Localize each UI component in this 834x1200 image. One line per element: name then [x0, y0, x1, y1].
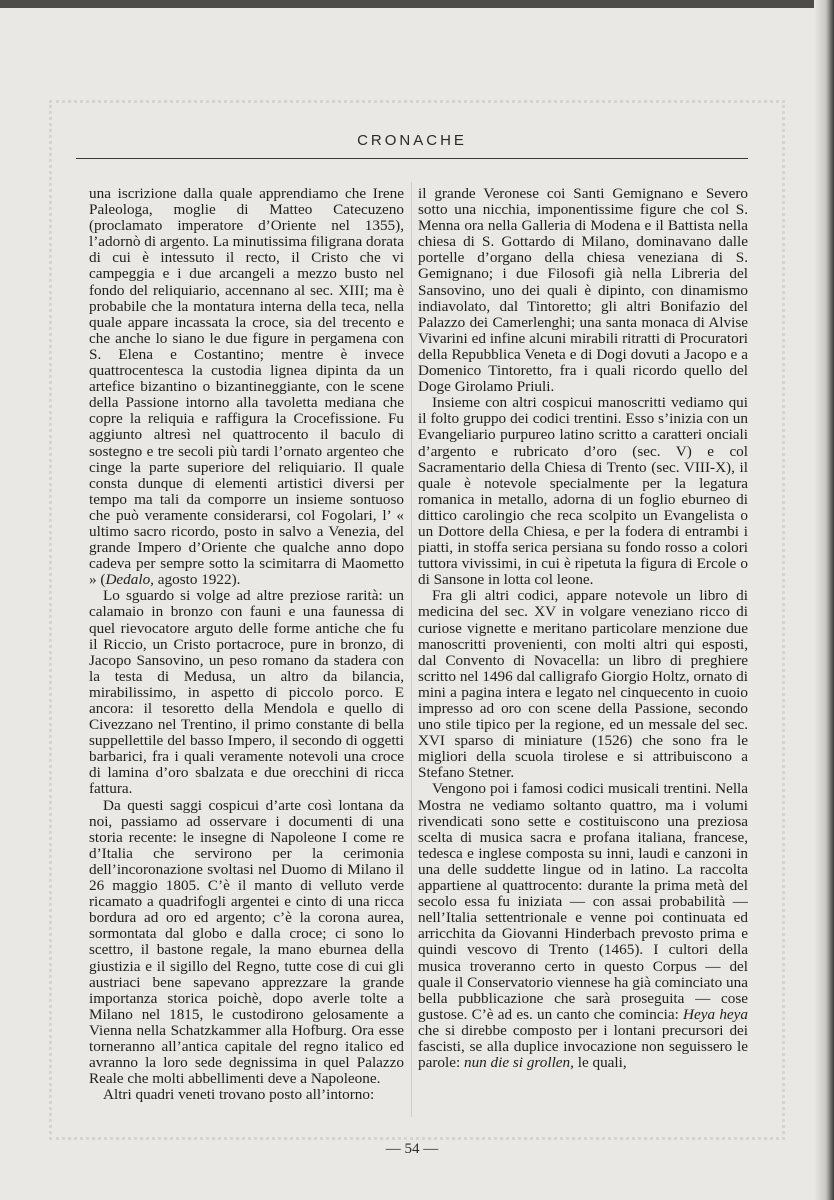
- paragraph-text: che si direbbe composto per i lontani precursori dei fascisti, se alla duplice invocazione non seguissero le parole:: [418, 1021, 748, 1072]
- paragraph: Fra gli altri codici, appare notevole un libro di medicina del sec. XV in volgare veneziano ricco di curiose vignette e meritano particolare menzione due manoscritti provenienti, con molti altri qui esposti, dal Convento di Novacella: un libro di preghiere scritto nel 1496 dal calligrafo Giorgio Holtz, ornato di mini a pagina intera e legato nel cinquecento in cuoio impresso ad oro con scene della Passione, secondo uno stile tipico per la regione, ed un messale del sec. XVI sparso di miniature (1526) che sono fra le migliori della scuola tirolese e si attribuiscono a Stefano Stetner.: [418, 587, 748, 782]
- left-column: [89, 186, 404, 1103]
- paragraph-text: le quali,: [573, 1054, 627, 1072]
- paragraph-text: una iscrizione dalla quale apprendiamo che Irene Paleologa, moglie di Matteo Catecuzeno (proclamato imperatore d’Oriente nel 1355), l’adornò di argento. La minutissima filigrana dorata di cui è intessuto il recto, il Cristo che vi campeggia e i due arcangeli a mezzo busto nel fondo del reliquiario, accennano al sec. XIII; ma è probabile che la montatura interna della teca, nella quale appare incassata la croce, sia del trecento e che anche lo siano le due figure in pergamena con S. Elena e Costantino; mentre è invece quattrocentesca la custodia lignea dipinta da un artefice bizantino o bizantineggiante, con le scene della Passione intorno alla tavoletta mediana che copre la reliquia e raffigura la Crocefissione. Fu aggiunto altresì nel quattrocento il baculo di sostegno e tre secoli più tardi l’ornato argenteo che cinge la parte superiore del reliquiario. Il quale consta dunque di elementi artistici diversi per tempo ma tali da comporre un insieme sontuoso che può veramente considerarsi, col Fogolari, l’ « ultimo sacro ricordo, posto in salvo a Venezia, del grande Impero d’Oriente che qualche anno dopo cadeva per sempre sotto la scimitarra di Maometto » (: [89, 185, 404, 589]
- paragraph: Altri quadri veneti trovano posto all’intorno:: [103, 1086, 375, 1104]
- paragraph-text: agosto 1922).: [153, 571, 241, 589]
- book-spine-edge: [814, 0, 834, 1200]
- page-number: — 54 —: [385, 1141, 439, 1157]
- paragraph: [418, 781, 748, 1071]
- paragraph: Lo sguardo si volge ad altre preziose rarità: un calamaio in bronzo con fauni e una faunessa di quel rievocatore arguto delle forme antiche che fu il Riccio, un Cristo portacroce, pure in bronzo, di Jacopo Sansovino, un peso romano da stadera con la testa di Medusa, un altro da bilancia, mirabilissimo, in aspetto di piccolo porco. E ancora: il tesoretto della Mendola e quello di Civezzano nel Trentino, il primo constante di bella suppellettile del basso Impero, il secondo di oggetti barbarici, fra i quali veramente notevoli una croce di lamina d’oro sbalzata e due orecchini di ricca fattura.: [89, 587, 404, 798]
- column-divider: [411, 182, 412, 1117]
- paragraph: il grande Veronese coi Santi Gemignano e Severo sotto una nicchia, imponentissime figure che col S. Menna ora nella Galleria di Modena e il Battista nella chiesa di S. Gottardo di Milano, dominavano dalle portelle d’organo della chiesa veneziana di S. Gemignano; i due Filosofi già nella Libreria del Sansovino, uno dei quali è dipinto, con dinamismo indiavolato, dal Tintoretto; gli altri Bonifazio del Palazzo dei Camerlenghi; una santa monaca di Alvise Vivarini ed infine alcuni mirabili ritratti di Procuratori della Repubblica Veneta e di Dogi dovuti a Jacopo e a Domenico Tintoretto, fra i quali ricordo quello del Doge Girolamo Priuli.: [418, 185, 748, 396]
- paragraph-text: Vengono poi i famosi codici musicali trentini. Nella Mostra ne vediamo soltanto quattro, ma i volumi rivendicati sono sette e costituiscono una preziosa scelta di musica sacra e profana italiana, francese, tedesca e inglese composta su inni, laudi e canzoni in una delle suddette lingue od in latino. La raccolta appartiene al quattrocento: durante la prima metà del secolo essa fu iniziata — con assai probabilità — nell’Italia settentrionale e venne poi continuata ed arricchita da Giovanni Hinderbach prevosto prima e quindi vescovo di Trento (1465). I cultori della musica troveranno certo in questo Corpus — del quale il Conservatorio viennese ha già cominciato una bella pubblicazione che sarà proseguita — cose gustose. C’è ad es. un canto che comincia:: [418, 780, 748, 1023]
- quoted-title: Heya heya: [683, 1005, 749, 1023]
- running-head: CRONACHE: [357, 132, 467, 149]
- quoted-words: nun die si grollen,: [463, 1054, 574, 1072]
- paragraph: Insieme con altri cospicui manoscritti vediamo qui il folto gruppo dei codici trentini. Esso s’inizia con un Evangeliario purpureo latino scritto a caratteri onciali d’argento e rubricato d’oro (sec. V) e col Sacramentario della Chiesa di Trento (sec. VIII-X), il quale è notevole specialmente per la legatura romanica in metallo, adorna di un foglio eburneo di dittico carolingio che reca scolpito un Evangelista o un Dottore della Chiesa, e per la fodera di entrambi i piatti, in stoffa serica persiana su fondo rosso a colori tuttora vivissimi, in cui è ripetuta la figura di Ercole o di Sansone in lotta col leone.: [418, 394, 748, 589]
- right-column: [418, 186, 748, 1071]
- scan-top-border: [0, 0, 834, 8]
- paragraph: [89, 186, 404, 588]
- paragraph: Da questi saggi cospicui d’arte così lontana da noi, passiamo ad osservare i documenti di una storia recente: le insegne di Napoleone I come re d’Italia che servirono per la cerimonia dell’incoronazione svoltasi nel Duomo di Milano il 26 maggio 1805. C’è il manto di velluto verde ricamato a quadrifogli argentei e cinto di una ricca bordura ad oro ed argento; c’è la corona aurea, sormontata dal globo e dalla croce; ci sono lo scettro, il bastone regale, la mano eburnea della giustizia e il sigillo del Regno, tutte cose di cui gli austriaci bene sapevano apprezzare la grande importanza storica poichè, dopo averle tolte a Milano nel 1815, le custodirono gelosamente a Vienna nella Schatzkammer alla Hofburg. Ora esse torneranno all’antica capitale del regno italico ed avranno la loro sede degnissima in quel Palazzo Reale che molti abbellimenti deve a Napoleone.: [89, 796, 404, 1088]
- citation: Dedalo,: [105, 571, 154, 589]
- header-rule: [76, 158, 748, 159]
